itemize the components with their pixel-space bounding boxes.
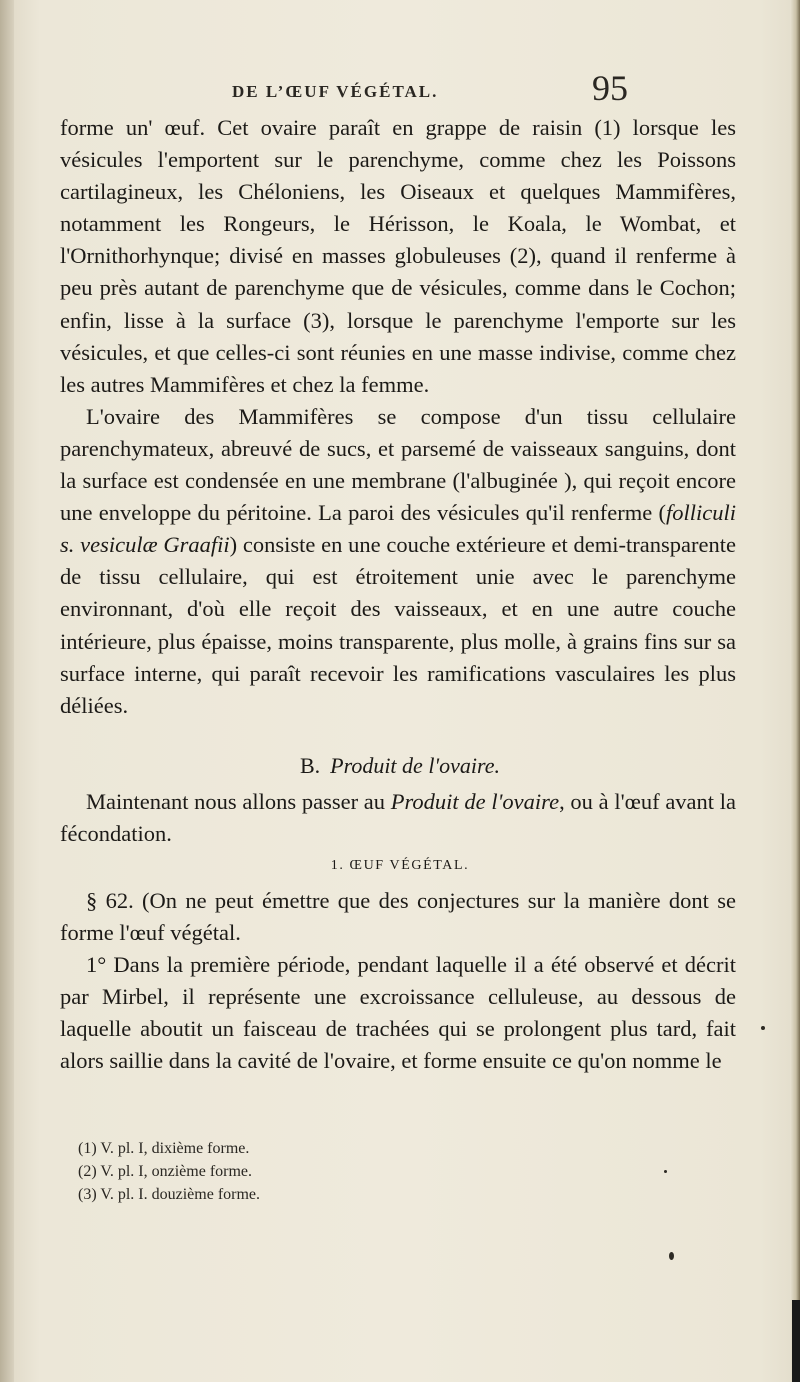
latin-term: folliculi s. vesiculæ Graafii <box>60 500 736 558</box>
footnotes <box>78 1137 260 1206</box>
paragraph-text: Maintenant nous allons passer au <box>86 789 391 814</box>
footnote: (1) V. pl. I, dixième forme. <box>78 1140 250 1157</box>
book-gutter <box>0 0 14 1382</box>
running-head <box>0 70 800 110</box>
footnote: (2) V. pl. I, onzième forme. <box>78 1163 253 1180</box>
paragraph-ovary-forms: forme un' œuf. Cet ovaire paraît en grappe de raisin (1) lorsque les vésicules l'emportent sur le parenchyme, comme chez les Poissons cartilagineux, les Chéloniens, les Oiseaux et quelques Mammifères, notamment les Rongeurs, le Hérisson, le Koala, le Wombat, et l'Ornithorhynque; divisé en masses globuleuses (2), quand il renferme à peu près autant de parenchyme que de vésicules, comme dans le Cochon; enfin, lisse à la surface (3), lorsque le parenchyme l'emporte sur les vésicules, et que celles-ci sont réunies en une masse indivise, comme chez les autres Mammifères et chez la femme. <box>60 115 736 397</box>
page-edge <box>790 0 800 1382</box>
footnote: (3) V. pl. I. douzième forme. <box>78 1186 261 1203</box>
emphasis-term: Produit de l'ovaire <box>390 789 560 814</box>
section-62 <box>60 885 736 1078</box>
page-number: 95 <box>592 68 628 108</box>
paragraph-text: ) consiste en une couche extérieure et demi-transparente de tissu cellulaire, qui est étroitement unie avec le parenchyme environnant, d'où elle reçoit des vaisseaux, et en une autre couche intérieure, plus épaisse, moins transparente, plus molle, à grains fins sur sa surface interne, qui paraît recevoir les ramifications vasculaires les plus déliées. <box>60 532 736 718</box>
paragraph-first-period: 1° Dans la première période, pendant laquelle il a été observé et décrit par Mirbel, il représente une excroissance celluleuse, au dessous de laquelle aboutit un faisceau de trachées qui se prolongent plus tard, fait alors saillie dans la cavité de l'ovaire, et forme ensuite ce qu'on nomme le <box>60 952 736 1074</box>
ink-speck <box>664 1170 667 1173</box>
ink-speck <box>761 1026 765 1030</box>
section-letter: B. <box>299 753 321 778</box>
running-title: DE L’ŒUF VÉGÉTAL. <box>232 82 439 101</box>
paragraph-ovary-structure <box>60 401 736 722</box>
section-heading <box>0 753 800 779</box>
paragraph-text: L'ovaire des Mammifères se compose d'un tissu cellulaire parenchymateux, abreuvé de sucs, et parsemé de vaisseaux sanguins, dont la surface est condensée en une membrane (l'albuginée ), qui reçoit encore une enveloppe du péritoine. La paroi des vésicules qu'il renferme ( <box>60 403 736 526</box>
paragraph-text: , ou à l'œuf avant la fécondation. <box>60 789 737 847</box>
section-title: Produit de l'ovaire. <box>330 753 501 778</box>
paragraph-intro <box>60 786 736 850</box>
subsection-label: 1. ŒUF VÉGÉTAL. <box>330 858 470 873</box>
ink-speck <box>669 1252 674 1260</box>
page-edge-shadow <box>792 1300 800 1382</box>
main-text <box>60 112 736 722</box>
paragraph-62: § 62. (On ne peut émettre que des conjectures sur la manière dont se forme l'œuf végétal. <box>60 888 736 946</box>
intro-paragraph <box>60 786 736 850</box>
